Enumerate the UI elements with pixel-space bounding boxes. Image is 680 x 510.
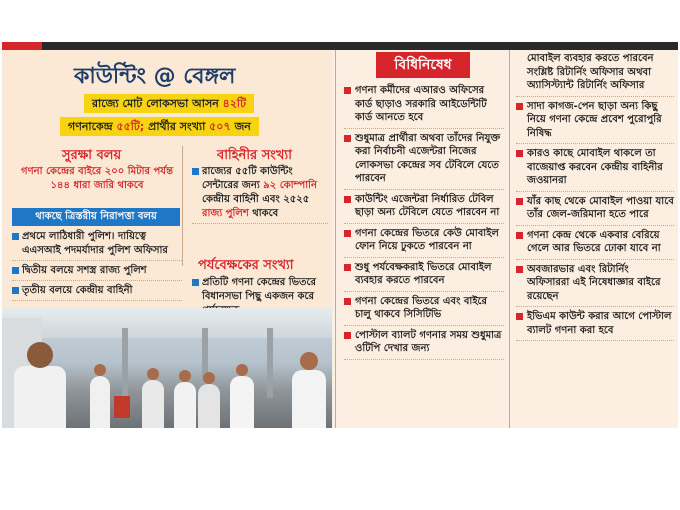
centre-count: ৫৫টি; <box>116 120 145 133</box>
list-item: অবজারভার এবং রিটার্নিং অফিসাররা এই নিষেধাজ্ঞার বাইরে রয়েছেন <box>516 263 674 308</box>
photo-person <box>292 370 326 428</box>
photo-person <box>198 384 220 428</box>
bullet-icon <box>516 232 523 239</box>
list-item: শুধুমাত্র প্রার্থীরা অথবা তাঁদের নিযুক্ত করা নির্বাচনী এজেন্টরা নিজের লোকসভা কেন্দ্রের সব টেবিলে যেতে পারবেন <box>344 132 504 190</box>
bullet-icon <box>192 168 199 175</box>
list-item: প্রথমে লাঠিধারী পুলিশ। দায়িত্বে এএসআই পদমর্যাদার পুলিশ অফিসার <box>12 230 182 261</box>
bullet-icon <box>344 332 351 339</box>
photo-pillar <box>267 328 273 398</box>
photo-roof <box>2 308 332 338</box>
photo-person <box>90 376 110 428</box>
bullet-icon <box>344 298 351 305</box>
left-panel <box>2 50 332 428</box>
bullet-icon <box>344 264 351 271</box>
list-item: গণনা কর্মীদের এআরও অফিসের কার্ড ছাড়াও সরকারি আইডেন্টিটি কার্ড আনতে হবে <box>344 84 504 129</box>
bullet-icon <box>344 135 351 142</box>
restrictions-continued-list <box>516 52 674 344</box>
photo-person <box>14 366 66 428</box>
restrictions-panel <box>338 50 508 428</box>
bullet-icon <box>516 266 523 273</box>
top-bar <box>2 42 678 50</box>
list-item: ইভিএম কাউন্ট করার আগে পোস্টাল ব্যালট গণনা করা হবে <box>516 310 674 341</box>
photo-pillar <box>122 328 128 398</box>
counting-centre-photo <box>2 308 332 428</box>
top-bar-accent <box>2 42 42 50</box>
photo-chair <box>114 396 130 418</box>
centre-candidate-bar <box>60 117 259 136</box>
bullet-icon <box>516 313 523 320</box>
list-item: তৃতীয় বলয়ে কেন্দ্রীয় বাহিনী <box>12 284 182 301</box>
list-item: দ্বিতীয় বলয়ে সশস্ত্র রাজ্য পুলিশ <box>12 264 182 281</box>
bullet-icon <box>12 267 19 274</box>
observer-count-title: পর্যবেক্ষকের সংখ্যা <box>198 258 294 273</box>
list-item: প্রতিটি গণনা কেন্দ্রের ভিতরে বিধানসভা পিছু একজন করে <box>192 276 328 321</box>
candidate-count: ৫০৭ <box>209 120 231 133</box>
bullet-icon <box>516 198 523 205</box>
restrictions-title: বিধিনিষেধ <box>376 52 470 78</box>
section-144-rule: গণনা কেন্দ্রের বাইরে ২০০ মিটার পর্যন্ত ১৪৪ ধারা জারি থাকবে <box>21 166 173 191</box>
seat-count-label: রাজ্যে মোট লোকসভা আসন <box>92 97 219 110</box>
bullet-icon <box>12 233 19 240</box>
candidate-label: প্রার্থীর সংখ্যা <box>148 120 206 133</box>
seat-count-bar <box>84 94 254 113</box>
security-ring-list <box>12 230 182 304</box>
bullet-icon <box>516 103 523 110</box>
list-item: কারও কাছে মোবাইল থাকলে তা বাজেয়াপ্ত করবেন কেন্দ্রীয় বাহিনীর জওয়ানরা <box>516 147 674 192</box>
force-count-list <box>192 165 328 227</box>
list-item: শুধু পর্যবেক্ষকরাই ভিতরে মোবাইল ব্যবহার করতে পারবেন <box>344 261 504 292</box>
restrictions-list <box>344 84 504 363</box>
candidate-unit: জন <box>234 120 251 133</box>
security-ring-title: সুরক্ষা বলয় <box>62 148 122 163</box>
bullet-icon <box>344 196 351 203</box>
list-item: রাজ্যের ৫৫টি কাউন্টিং সেন্টারের জন্য ৯২ কোম্পানি কেন্দ্রীয় বাহিনী এবং ২৫২৫ রাজ্য পুলিশ থাকবে <box>192 165 328 224</box>
photo-person <box>174 382 196 428</box>
bullet-icon <box>516 150 523 157</box>
photo-person <box>142 380 164 428</box>
list-item: কাউন্টিং এজেন্টরা নির্ধারিত টেবিল ছাড়া অন্য টেবিলে যেতে পারবেন না <box>344 193 504 224</box>
continued-text: মোবাইল ব্যবহার করতে পারবেন সংশ্লিষ্ট রিটার্নিং অফিসার অথবা অ্যাসিস্ট্যান্ট রিটার্নিং অফিসার <box>516 52 674 97</box>
three-tier-banner: থাকছে ত্রিস্তরীয় নিরাপত্তা বলয় <box>12 208 180 226</box>
force-count-title: বাহিনীর সংখ্যা <box>217 148 292 163</box>
centre-label: গণনাকেন্দ্র <box>68 120 113 133</box>
photo-person <box>230 376 254 428</box>
list-item: সাদা কাগজ-পেন ছাড়া অন্য কিছু নিয়ে গণনা কেন্দ্রে প্রবেশ পুরোপুরি নিষিদ্ধ <box>516 100 674 145</box>
list-item: যাঁর কাছ থেকে মোবাইল পাওয়া যাবে তাঁর জেল-জরিমানা হতে পারে <box>516 195 674 226</box>
restrictions-continued-panel <box>512 50 678 428</box>
column-divider <box>182 146 183 266</box>
bullet-icon <box>12 287 19 294</box>
list-item: গণনা কেন্দ্রের ভিতরে কেউ মোবাইল ফোন নিয়ে ঢুকতে পারবেন না <box>344 227 504 258</box>
bullet-icon <box>192 279 199 286</box>
panel-divider <box>335 50 336 428</box>
bullet-icon <box>344 230 351 237</box>
list-item: গণনা কেন্দ্র থেকে একবার বেরিয়ে গেলে আর ভিতরে ঢোকা যাবে না <box>516 229 674 260</box>
page-title: কাউন্টিং @ বেঙ্গল <box>74 64 236 89</box>
seat-count-value: ৪২টি <box>222 97 247 110</box>
bullet-icon <box>344 87 351 94</box>
panel-divider <box>509 50 510 428</box>
list-item: পোস্টাল ব্যালট গণনার সময় শুধুমাত্র ওটিপি দেখার জন্য <box>344 329 504 360</box>
infographic <box>2 42 678 428</box>
list-item: গণনা কেন্দ্রের ভিতরে এবং বাইরে চালু থাকবে সিসিটিভি <box>344 295 504 326</box>
